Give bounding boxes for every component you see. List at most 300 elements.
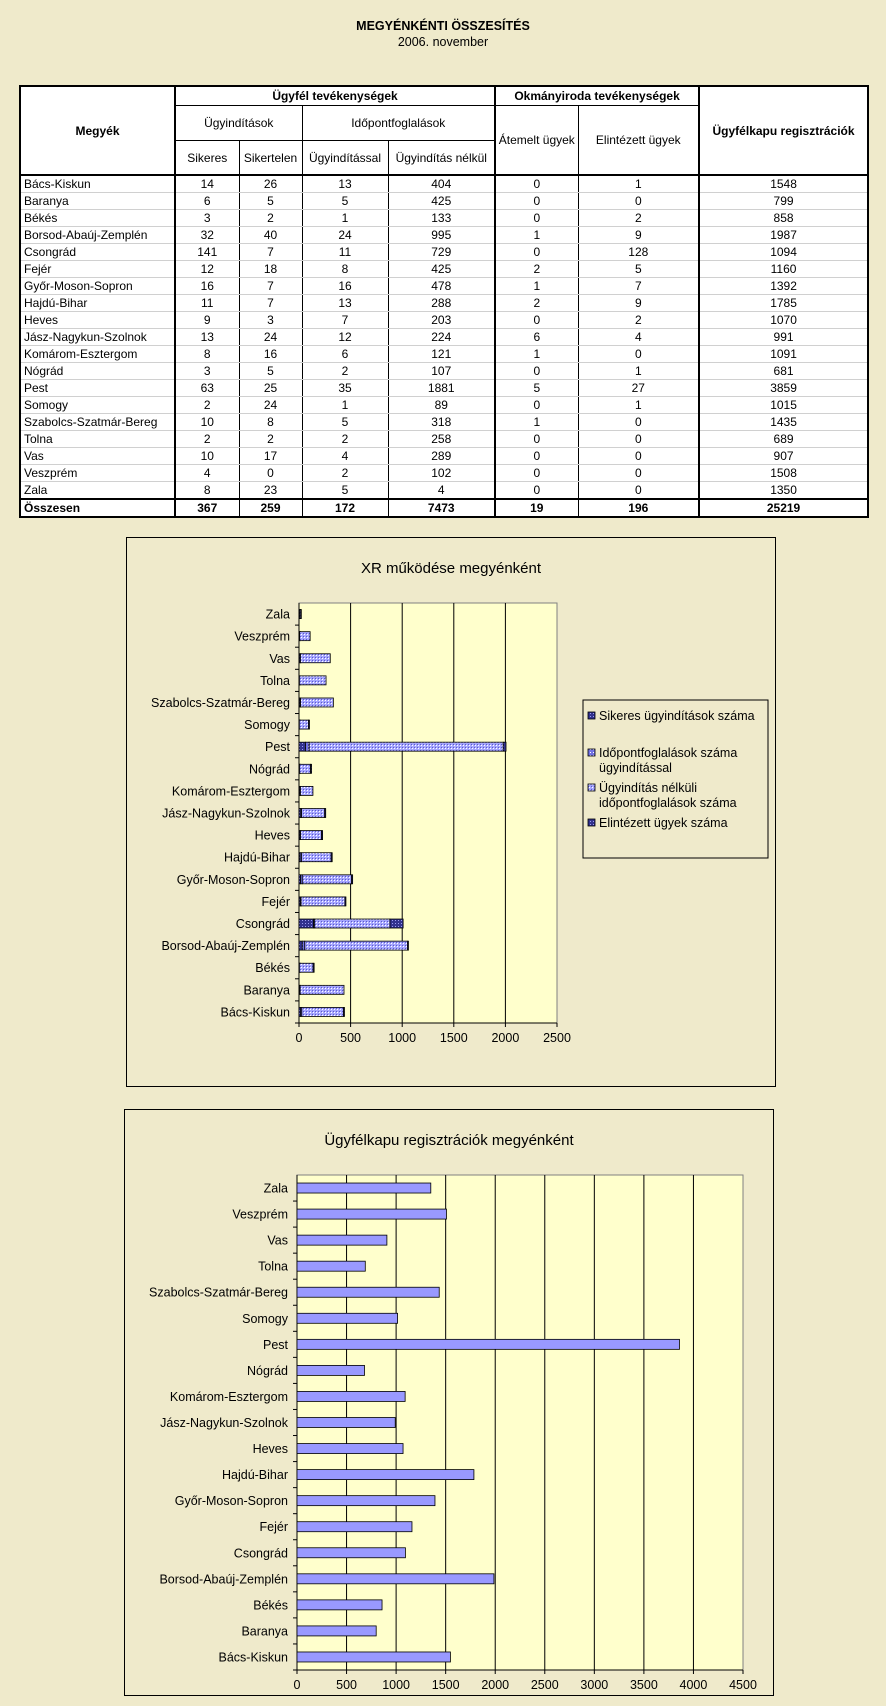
chart0-category-label: Fejér: [261, 894, 290, 909]
cell-with-init: 172: [302, 499, 388, 517]
xr-legend-swatch: [588, 784, 595, 791]
cell-without-init: 1881: [388, 380, 495, 397]
xr-bar-segment: [309, 742, 503, 751]
cell-completed: 4: [578, 329, 699, 346]
cell-county: Vas: [20, 448, 175, 465]
cell-county: Győr-Moson-Sopron: [20, 278, 175, 295]
cell-completed: 1: [578, 175, 699, 193]
cell-successful: 10: [175, 448, 239, 465]
chart0-category-label: Hajdú-Bihar: [223, 850, 290, 865]
cell-without-init: 4: [388, 482, 495, 500]
chart1-x-tick-label: 4500: [729, 1678, 757, 1692]
cell-with-init: 16: [302, 278, 388, 295]
table-row: [20, 397, 868, 414]
header-without-initiation: Ügyindítás nélkül: [388, 141, 495, 176]
chart1-category-label: Zala: [263, 1181, 288, 1196]
chart1-category-label: Győr-Moson-Sopron: [174, 1494, 288, 1509]
xr-bar-segment: [305, 941, 408, 950]
cell-with-init: 2: [302, 363, 388, 380]
cell-without-init: 7473: [388, 499, 495, 517]
cell-with-init: 7: [302, 312, 388, 329]
cell-completed: 1: [578, 363, 699, 380]
cell-completed: 5: [578, 261, 699, 278]
cell-transferred: 1: [495, 414, 578, 431]
xr-chart-title: XR működése megyénként: [360, 560, 542, 577]
chart0-x-tick-label: 1000: [388, 1031, 417, 1045]
portal-bar: [297, 1339, 679, 1349]
cell-unsuccessful: 25: [239, 380, 302, 397]
chart1-category-label: Jász-Nagykun-Szolnok: [160, 1416, 288, 1430]
cell-county: Bács-Kiskun: [20, 175, 175, 193]
chart1-x-tick-label: 2500: [530, 1678, 559, 1692]
cell-without-init: 425: [388, 193, 495, 210]
cell-without-init: 102: [388, 465, 495, 482]
table-row: [20, 346, 868, 363]
cell-portal: 1435: [699, 414, 868, 431]
cell-successful: 11: [175, 295, 239, 312]
cell-unsuccessful: 26: [239, 175, 302, 193]
chart1-category-label: Komárom-Esztergom: [169, 1389, 288, 1404]
cell-transferred: 0: [495, 312, 578, 329]
xr-bar-segment: [300, 764, 311, 773]
cell-without-init: 425: [388, 261, 495, 278]
xr-legend-line: Időpontfoglalások száma: [599, 746, 738, 760]
cell-county: Veszprém: [20, 465, 175, 482]
cell-with-init: 8: [302, 261, 388, 278]
cell-county: Komárom-Esztergom: [20, 346, 175, 363]
cell-transferred: 0: [495, 244, 578, 261]
cell-successful: 8: [175, 346, 239, 363]
chart1-category-label: Vas: [267, 1233, 288, 1248]
cell-completed: 0: [578, 193, 699, 210]
chart1-category-label: Csongrád: [233, 1546, 288, 1561]
cell-county: Hajdú-Bihar: [20, 295, 175, 312]
chart0-category-label: Csongrád: [235, 917, 290, 932]
table-row: [20, 312, 868, 329]
cell-completed: 9: [578, 295, 699, 312]
cell-portal: 25219: [699, 499, 868, 517]
cell-portal: 1350: [699, 482, 868, 500]
cell-transferred: 0: [495, 175, 578, 193]
table-row: [20, 431, 868, 448]
chart1-category-label: Tolna: [258, 1259, 288, 1274]
cell-without-init: 318: [388, 414, 495, 431]
portal-bar: [297, 1261, 365, 1271]
cell-unsuccessful: 24: [239, 329, 302, 346]
chart0-plot-area: [299, 603, 557, 1023]
cell-unsuccessful: 16: [239, 346, 302, 363]
cell-without-init: 89: [388, 397, 495, 414]
chart1-category-label: Heves: [252, 1442, 288, 1457]
portal-bar: [297, 1418, 395, 1428]
cell-completed: 196: [578, 499, 699, 517]
portal-chart: [125, 1110, 773, 1695]
xr-bar-segment: [301, 853, 331, 862]
cell-successful: 14: [175, 175, 239, 193]
portal-bar: [297, 1287, 439, 1297]
cell-portal: 1070: [699, 312, 868, 329]
cell-with-init: 11: [302, 244, 388, 261]
cell-completed: 0: [578, 448, 699, 465]
cell-unsuccessful: 3: [239, 312, 302, 329]
xr-bar-segment: [322, 831, 323, 840]
cell-successful: 13: [175, 329, 239, 346]
cell-portal: 1091: [699, 346, 868, 363]
xr-bar-segment: [311, 764, 312, 773]
chart1-x-tick-label: 3000: [580, 1678, 609, 1692]
chart1-category-label: Hajdú-Bihar: [221, 1468, 288, 1483]
cell-portal: 1094: [699, 244, 868, 261]
cell-transferred: 2: [495, 261, 578, 278]
xr-bar-segment: [343, 1007, 344, 1016]
table-row: [20, 448, 868, 465]
cell-successful: 367: [175, 499, 239, 517]
cell-without-init: 258: [388, 431, 495, 448]
table-row: [20, 227, 868, 244]
xr-bar-segment: [299, 963, 313, 972]
cell-county: Nógrád: [20, 363, 175, 380]
cell-without-init: 995: [388, 227, 495, 244]
cell-unsuccessful: 7: [239, 278, 302, 295]
xr-bar-segment: [352, 875, 353, 884]
portal-bar: [297, 1548, 405, 1558]
chart1-x-tick-label: 3500: [629, 1678, 658, 1692]
cell-with-init: 13: [302, 295, 388, 312]
chart0-category-label: Baranya: [243, 983, 290, 998]
cell-unsuccessful: 2: [239, 431, 302, 448]
xr-chart-panel: [126, 537, 776, 1087]
portal-bar: [297, 1626, 376, 1636]
cell-without-init: 121: [388, 346, 495, 363]
cell-portal: 991: [699, 329, 868, 346]
cell-completed: 9: [578, 227, 699, 244]
cell-county: Összesen: [20, 499, 175, 517]
chart1-category-label: Fejér: [259, 1520, 288, 1535]
cell-successful: 3: [175, 210, 239, 227]
cell-successful: 6: [175, 193, 239, 210]
portal-bar: [297, 1365, 364, 1375]
header-portal-registrations: Ügyfélkapu regisztrációk: [699, 86, 868, 175]
cell-successful: 12: [175, 261, 239, 278]
chart1-category-label: Somogy: [242, 1311, 288, 1326]
cell-transferred: 6: [495, 329, 578, 346]
cell-successful: 8: [175, 482, 239, 500]
cell-county: Békés: [20, 210, 175, 227]
cell-with-init: 5: [302, 482, 388, 500]
cell-without-init: 107: [388, 363, 495, 380]
xr-bar-segment: [301, 831, 322, 840]
cell-without-init: 133: [388, 210, 495, 227]
xr-legend-swatch: [588, 712, 595, 719]
xr-legend-swatch: [588, 749, 595, 756]
chart0-category-label: Győr-Moson-Sopron: [176, 872, 290, 887]
cell-with-init: 4: [302, 448, 388, 465]
xr-bar-segment: [299, 676, 326, 685]
cell-unsuccessful: 5: [239, 193, 302, 210]
xr-bar-segment: [300, 632, 311, 641]
portal-chart-panel: [124, 1109, 774, 1696]
cell-transferred: 0: [495, 465, 578, 482]
cell-completed: 7: [578, 278, 699, 295]
chart1-x-tick-label: 4000: [679, 1678, 708, 1692]
cell-county: Somogy: [20, 397, 175, 414]
cell-portal: 1548: [699, 175, 868, 193]
report-header: [0, 18, 886, 50]
portal-bar: [297, 1574, 494, 1584]
portal-bar: [297, 1209, 446, 1219]
cell-transferred: 1: [495, 346, 578, 363]
xr-bar-segment: [299, 742, 306, 751]
cell-successful: 4: [175, 465, 239, 482]
report-period: 2006. november: [397, 35, 489, 49]
xr-bar-segment: [407, 941, 408, 950]
cell-completed: 0: [578, 414, 699, 431]
chart1-category-label: Szabolcs-Szatmár-Bereg: [149, 1285, 288, 1300]
cell-successful: 10: [175, 414, 239, 431]
cell-county: Baranya: [20, 193, 175, 210]
table-row: [20, 465, 868, 482]
portal-bar: [297, 1470, 474, 1480]
header-unsuccessful: Sikertelen: [239, 141, 302, 176]
cell-completed: 0: [578, 482, 699, 500]
cell-portal: 1015: [699, 397, 868, 414]
portal-bar: [297, 1444, 403, 1454]
cell-county: Jász-Nagykun-Szolnok: [20, 329, 175, 346]
cell-transferred: 1: [495, 278, 578, 295]
chart1-category-label: Veszprém: [232, 1207, 288, 1222]
cell-portal: 907: [699, 448, 868, 465]
cell-completed: 2: [578, 312, 699, 329]
cell-successful: 2: [175, 431, 239, 448]
cell-portal: 858: [699, 210, 868, 227]
cell-without-init: 289: [388, 448, 495, 465]
cell-without-init: 288: [388, 295, 495, 312]
cell-transferred: 0: [495, 482, 578, 500]
cell-county: Fejér: [20, 261, 175, 278]
cell-transferred: 19: [495, 499, 578, 517]
cell-successful: 3: [175, 363, 239, 380]
xr-legend: [583, 700, 768, 858]
cell-portal: 689: [699, 431, 868, 448]
chart0-x-tick-label: 2500: [543, 1031, 571, 1045]
cell-portal: 681: [699, 363, 868, 380]
cell-county: Borsod-Abaúj-Zemplén: [20, 227, 175, 244]
chart0-category-label: Szabolcs-Szatmár-Bereg: [151, 695, 290, 710]
xr-legend-line: időpontfoglalások száma: [599, 796, 737, 810]
chart1-x-tick-label: 2000: [481, 1678, 510, 1692]
table-total-row: [20, 499, 868, 517]
cell-transferred: 0: [495, 363, 578, 380]
cell-with-init: 2: [302, 431, 388, 448]
portal-bar: [297, 1313, 398, 1323]
cell-with-init: 5: [302, 193, 388, 210]
cell-without-init: 224: [388, 329, 495, 346]
header-client-activities: Ügyfél tevékenységek: [175, 86, 495, 106]
table-row: [20, 482, 868, 500]
chart1-category-label: Borsod-Abaúj-Zemplén: [159, 1572, 288, 1587]
chart0-category-label: Somogy: [244, 718, 290, 733]
table-row: [20, 363, 868, 380]
cell-successful: 63: [175, 380, 239, 397]
cell-county: Heves: [20, 312, 175, 329]
cell-unsuccessful: 23: [239, 482, 302, 500]
table-row: [20, 414, 868, 431]
cell-unsuccessful: 7: [239, 295, 302, 312]
chart0-x-tick-label: 2000: [491, 1031, 520, 1045]
chart1-category-label: Bács-Kiskun: [218, 1650, 288, 1665]
cell-unsuccessful: 17: [239, 448, 302, 465]
cell-portal: 799: [699, 193, 868, 210]
cell-unsuccessful: 2: [239, 210, 302, 227]
portal-bar: [297, 1391, 405, 1401]
table-row: [20, 175, 868, 193]
xr-bar-segment: [308, 720, 309, 729]
portal-bar: [297, 1235, 387, 1245]
cell-with-init: 1: [302, 210, 388, 227]
chart0-category-label: Nógrád: [249, 762, 290, 777]
header-successful: Sikeres: [175, 141, 239, 176]
portal-bar: [297, 1496, 435, 1506]
chart0-category-label: Jász-Nagykun-Szolnok: [162, 806, 290, 821]
header-with-initiation: Ügyindítással: [302, 141, 388, 176]
cell-successful: 32: [175, 227, 239, 244]
cell-with-init: 35: [302, 380, 388, 397]
xr-bar-segment: [390, 919, 403, 928]
header-initiations: Ügyindítások: [175, 106, 302, 141]
table-row: [20, 380, 868, 397]
cell-with-init: 12: [302, 329, 388, 346]
cell-without-init: 203: [388, 312, 495, 329]
table-row: [20, 295, 868, 312]
cell-unsuccessful: 5: [239, 363, 302, 380]
cell-portal: 1160: [699, 261, 868, 278]
cell-portal: 1987: [699, 227, 868, 244]
portal-bar: [297, 1600, 382, 1610]
xr-bar-segment: [325, 809, 326, 818]
table-row: [20, 278, 868, 295]
cell-transferred: 0: [495, 431, 578, 448]
cell-unsuccessful: 7: [239, 244, 302, 261]
xr-bar-segment: [313, 963, 314, 972]
xr-legend-label: Elintézett ügyek száma: [599, 816, 728, 830]
cell-portal: 3859: [699, 380, 868, 397]
cell-county: Zala: [20, 482, 175, 500]
cell-unsuccessful: 8: [239, 414, 302, 431]
chart0-x-tick-label: 0: [295, 1031, 303, 1045]
chart1-category-label: Nógrád: [247, 1363, 288, 1378]
table-row: [20, 329, 868, 346]
chart0-category-label: Pest: [264, 740, 290, 755]
cell-without-init: 404: [388, 175, 495, 193]
chart1-category-label: Pest: [262, 1337, 288, 1352]
cell-unsuccessful: 18: [239, 261, 302, 278]
cell-without-init: 729: [388, 244, 495, 261]
cell-successful: 141: [175, 244, 239, 261]
cell-portal: 1508: [699, 465, 868, 482]
xr-bar-segment: [302, 1007, 344, 1016]
cell-completed: 0: [578, 465, 699, 482]
chart0-category-label: Vas: [269, 651, 290, 666]
cell-successful: 9: [175, 312, 239, 329]
xr-bar-segment: [503, 742, 506, 751]
cell-portal: 1392: [699, 278, 868, 295]
cell-completed: 27: [578, 380, 699, 397]
cell-unsuccessful: 24: [239, 397, 302, 414]
xr-bar-segment: [345, 897, 346, 906]
cell-with-init: 24: [302, 227, 388, 244]
portal-bar: [297, 1652, 450, 1662]
header-office-activities: Okmányiroda tevékenységek: [495, 86, 699, 106]
chart0-category-label: Borsod-Abaúj-Zemplén: [161, 939, 290, 954]
cell-completed: 128: [578, 244, 699, 261]
cell-transferred: 0: [495, 448, 578, 465]
xr-bar-segment: [300, 610, 301, 619]
cell-completed: 0: [578, 431, 699, 448]
chart1-x-tick-label: 0: [293, 1678, 301, 1692]
table-row: [20, 244, 868, 261]
cell-with-init: 2: [302, 465, 388, 482]
xr-bar-segment: [331, 853, 332, 862]
portal-bar: [297, 1522, 412, 1532]
chart1-x-tick-label: 1000: [382, 1678, 411, 1692]
cell-with-init: 5: [302, 414, 388, 431]
cell-portal: 1785: [699, 295, 868, 312]
chart0-x-tick-label: 500: [340, 1031, 362, 1045]
chart0-category-label: Komárom-Esztergom: [171, 784, 290, 799]
report-title: MEGYÉNKÉNTI ÖSSZESÍTÉS: [356, 19, 530, 33]
cell-completed: 0: [578, 346, 699, 363]
cell-transferred: 0: [495, 210, 578, 227]
header-appointments: Időpontfoglalások: [302, 106, 495, 141]
xr-bar-segment: [302, 875, 351, 884]
xr-bar-segment: [300, 654, 330, 663]
cell-county: Szabolcs-Szatmár-Bereg: [20, 414, 175, 431]
cell-transferred: 0: [495, 193, 578, 210]
xr-bar-segment: [300, 786, 312, 795]
cell-transferred: 2: [495, 295, 578, 312]
cell-county: Csongrád: [20, 244, 175, 261]
chart1-category-label: Baranya: [241, 1624, 288, 1639]
chart1-x-tick-label: 500: [336, 1678, 357, 1692]
xr-legend-swatch: [588, 819, 595, 826]
cell-completed: 2: [578, 210, 699, 227]
cell-unsuccessful: 40: [239, 227, 302, 244]
table-row: [20, 210, 868, 227]
cell-with-init: 6: [302, 346, 388, 363]
cell-county: Pest: [20, 380, 175, 397]
chart0-category-label: Veszprém: [234, 629, 290, 644]
table-row: [20, 193, 868, 210]
xr-bar-segment: [299, 941, 302, 950]
cell-with-init: 13: [302, 175, 388, 193]
xr-legend-label: Sikeres ügyindítások száma: [599, 709, 755, 723]
portal-bar: [297, 1183, 431, 1193]
xr-bar-segment: [315, 919, 390, 928]
table-row: [20, 261, 868, 278]
xr-legend-line: Ügyindítás nélküli: [599, 781, 697, 795]
cell-transferred: 0: [495, 397, 578, 414]
cell-successful: 16: [175, 278, 239, 295]
header-county: Megyék: [20, 86, 175, 175]
chart0-category-label: Heves: [254, 828, 290, 843]
header-completed: Elintézett ügyek: [578, 106, 699, 176]
chart0-category-label: Tolna: [260, 673, 290, 688]
xr-bar-segment: [306, 742, 310, 751]
chart0-category-label: Zala: [265, 607, 290, 622]
header-transferred: Átemelt ügyek: [495, 106, 578, 176]
xr-bar-segment: [299, 919, 314, 928]
chart0-category-label: Békés: [255, 961, 290, 976]
